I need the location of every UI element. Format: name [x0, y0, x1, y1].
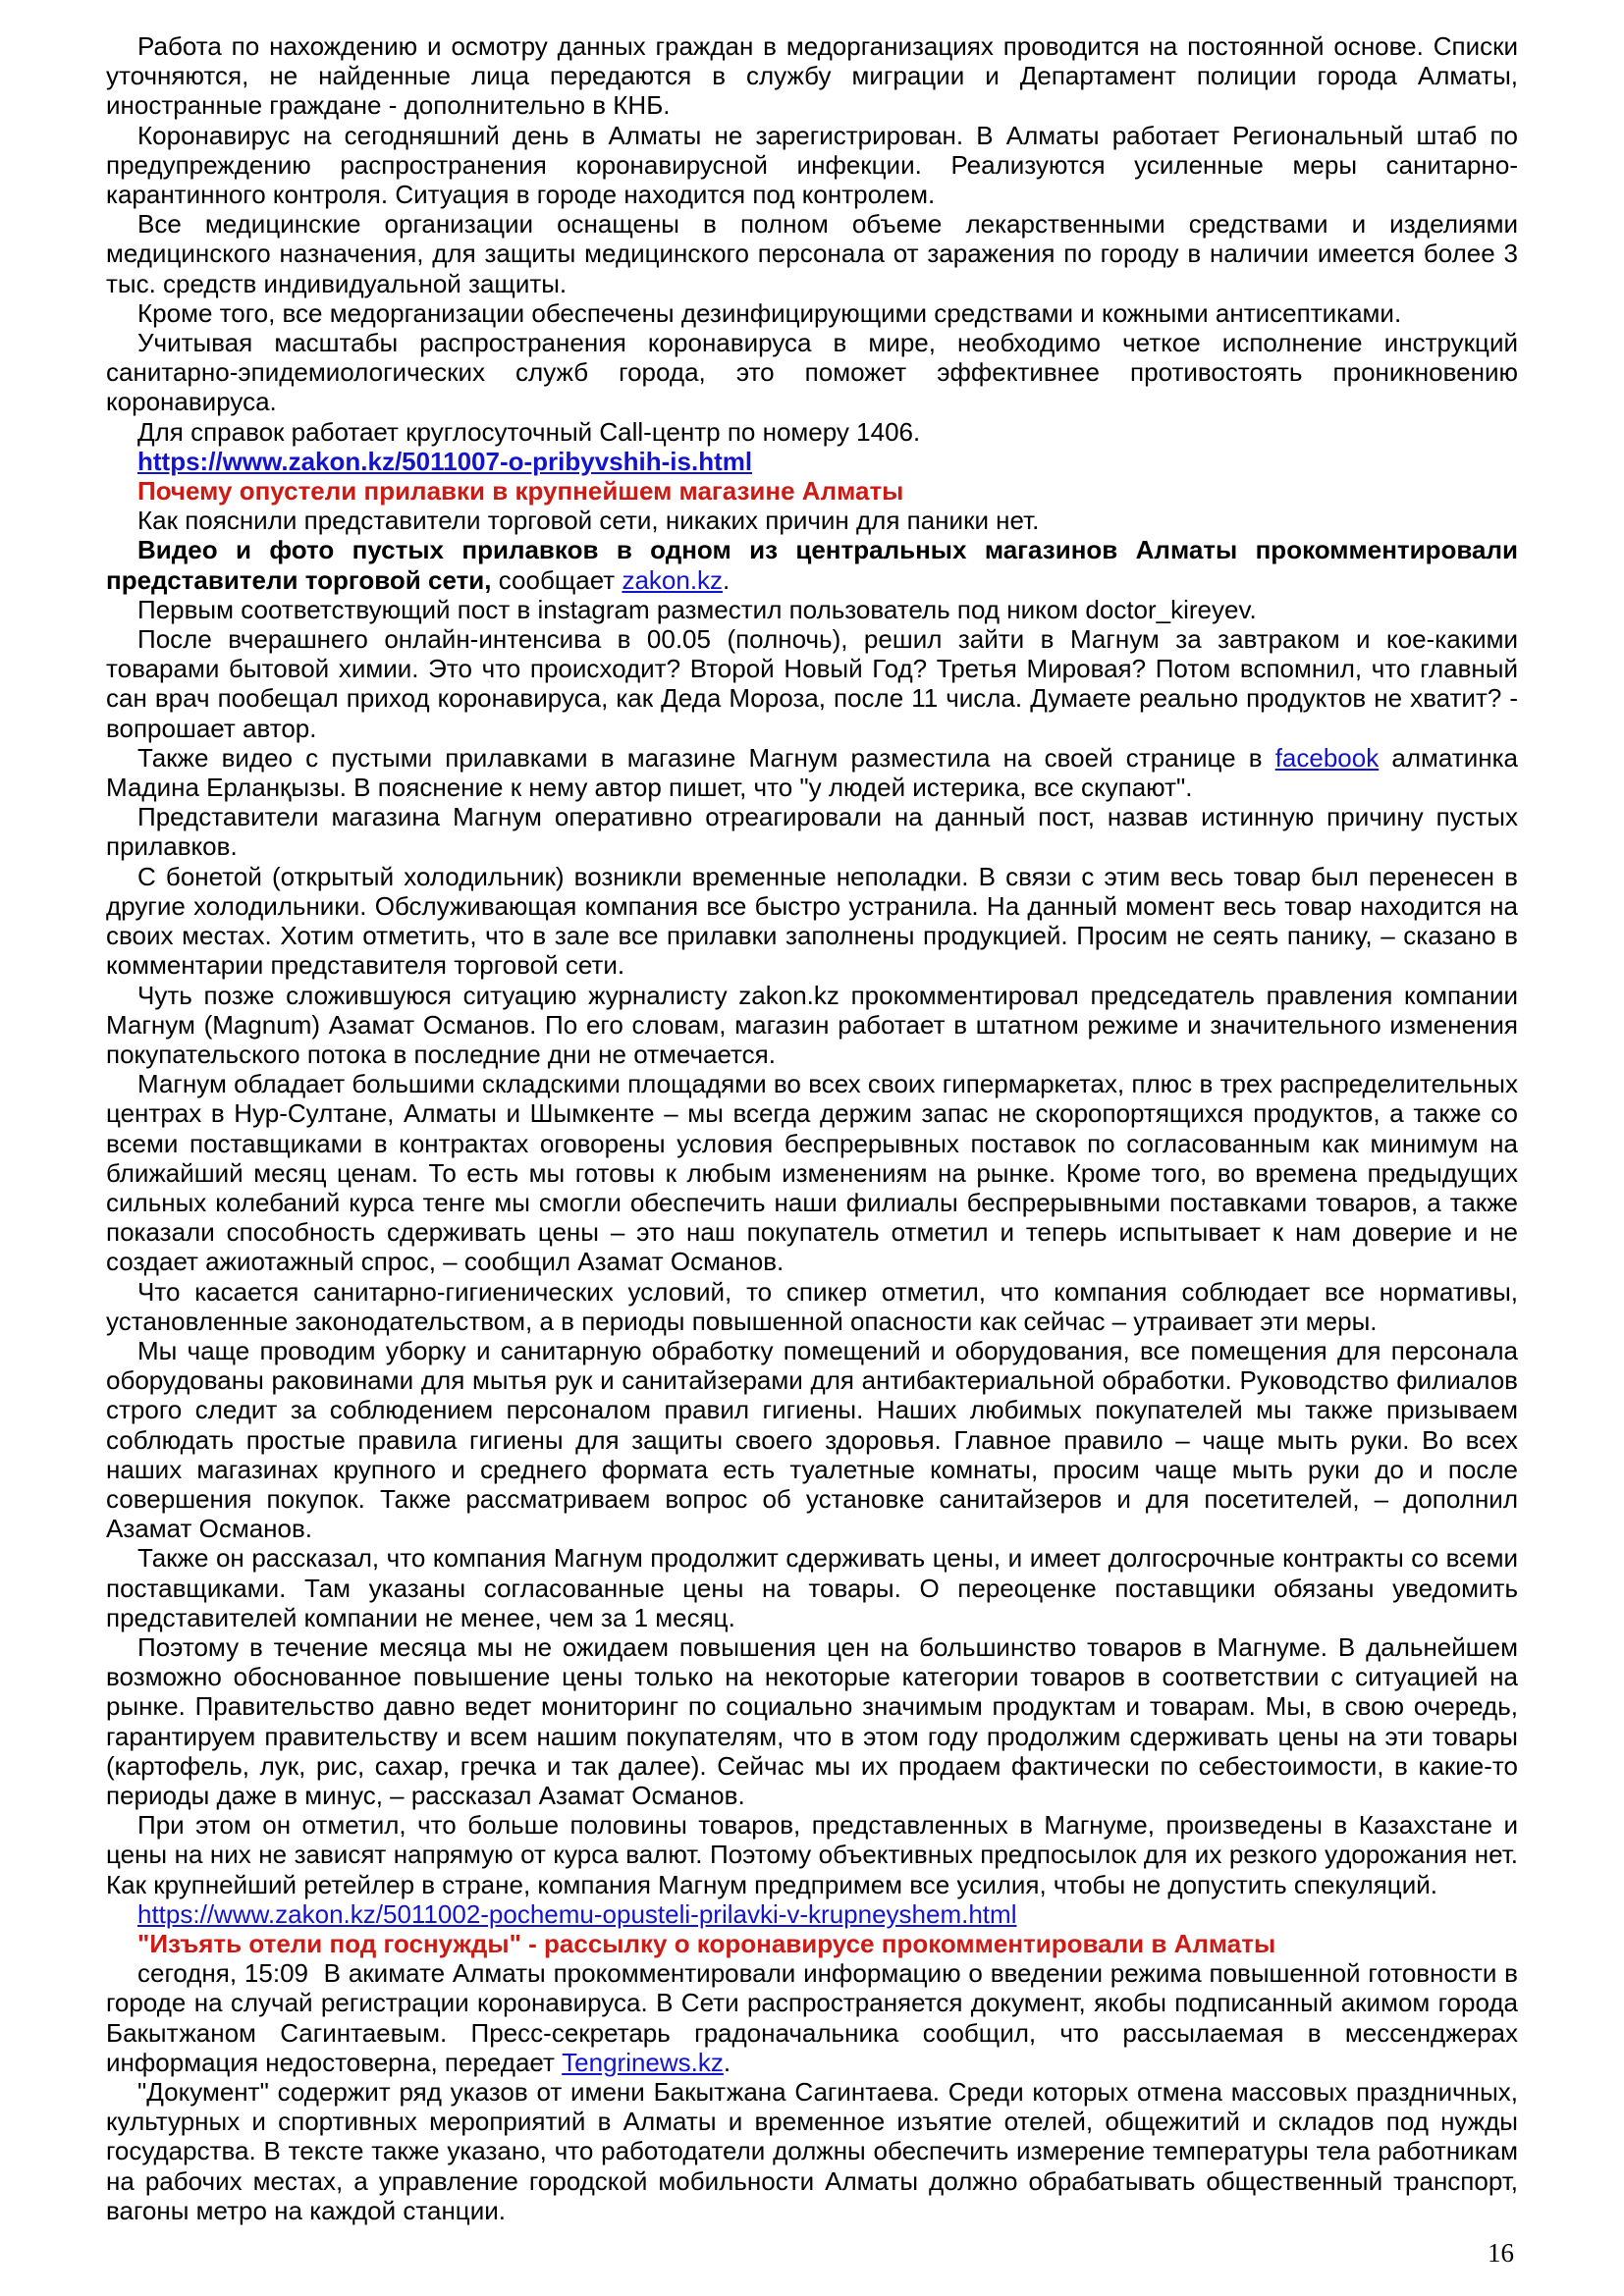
hyperlink[interactable]: https://www.zakon.kz/5011002-pochemu-opusteli-prilavki-v-krupneyshem.html: [137, 1898, 1017, 1929]
bold-text-run: Видео и фото пустых прилавков в одном из центральных магазинов Алматы прокомментировали представители торговой сети,: [106, 535, 1518, 595]
paragraph: [106, 1632, 1518, 1810]
paragraph: [106, 1069, 1518, 1276]
article-url-line: [106, 447, 1518, 476]
paragraph: [106, 298, 1518, 328]
text-run: Что касается санитарно-гигиенических условий, то спикер отметил, что компания соблюдает все нормативы, установленные законодательством, а в периоды повышенной опасности как сейчас – утраивает эти меры.: [106, 1276, 1518, 1336]
text-run: Также он рассказал, что компания Магнум продолжит сдерживать цены, и имеет долгосрочные контракты со всеми поставщиками. Там указаны согласованные цены на товары. О переоценке поставщики обязаны уведомить представителей компании не менее, чем за 1 месяц.: [106, 1543, 1518, 1632]
text-run: Для справок работает круглосуточный Call-центр по номеру 1406.: [137, 416, 921, 447]
text-run: Работа по нахождению и осмотру данных граждан в медорганизациях проводится на постоянной основе. Списки уточняются, не найденные лица передаются в службу миграции и Департамент полиции города Алматы, иностранные граждане - дополнительно в КНБ.: [106, 31, 1518, 121]
text-run: Чуть позже сложившуюся ситуацию журналисту zakon.kz прокомментировал председатель правления компании Магнум (Magnum) Азамат Османов. По его словам, магазин работает в штатном режиме и значительного изменения покупательского потока в последние дни не отмечается.: [106, 980, 1518, 1069]
text-run: Магнум обладает большими складскими площадями во всех своих гипермаркетах, плюс в трех распределительных центрах в Нур-Султане, Алматы и Шымкенте – мы всегда держим запас не скоропортящихся продуктов, а также со всеми поставщиками в контрактах оговорены условия беспрерывных поставок по согласованным как минимум на ближайший месяц ценам. То есть мы готовы к любым изменениям на рынке. Кроме того, во времена предыдущих сильных колебаний курса тенге мы смогли обеспечить наши филиалы беспрерывными поставками товаров, а также показали способность сдерживать цены – это наш покупатель отметил и теперь испытывает к нам доверие и не создает ажиотажный спрос, – сообщил Азамат Османов.: [106, 1069, 1518, 1277]
text-run: сегодня, 15:09 В акимате Алматы прокомментировали информацию о введении режима повышенной готовности в городе на случай регистрации коронавируса. В Сети распространяется документ, якобы подписанный акимом города Бакытжаном Сагинтаевым. Пресс-секретарь градоначальника сообщил, что рассылаемая в мессенджерах информация недостоверна, передает: [106, 1958, 1518, 2077]
text-run: "Документ" содержит ряд указов от имени Бакытжана Сагинтаева. Среди которых отмена массовых праздничных, культурных и спортивных мероприятий в Алматы и временное изъятие отелей, общежитий и складов под нужды государства. В тексте также указано, что работодатели должны обеспечить измерение температуры тела работникам на рабочих местах, а управление городской мобильности Алматы должно обрабатывать общественный транспорт, вагоны метро на каждой станции.: [106, 2077, 1518, 2225]
hyperlink[interactable]: https://www.zakon.kz/5011007-o-pribyvshih-is.html: [137, 446, 753, 476]
paragraph: [106, 862, 1518, 981]
text-run: Первым соответствующий пост в instagram разместил пользователь под ником doctor_kireyev.: [137, 594, 1257, 624]
paragraph: [106, 417, 1518, 447]
paragraph: [106, 624, 1518, 743]
paragraph: [106, 1336, 1518, 1543]
text-run: Все медицинские организации оснащены в полном объеме лекарственными средствами и изделиями медицинского назначения, для защиты медицинского персонала от заражения по городу в наличии имеется более 3 тыс. средств индивидуальной защиты.: [106, 209, 1518, 298]
text-run: "Изъять отели под госнужды" - рассылку о коронавирусе прокомментировали в Алматы: [137, 1929, 1276, 1958]
text-run: Также видео с пустыми прилавками в магазине Магнум разместила на своей странице в: [137, 742, 1275, 773]
paragraph: [106, 981, 1518, 1070]
article-heading: [106, 1929, 1518, 1958]
page-number: 16: [1488, 2238, 1514, 2268]
paragraph: [106, 2077, 1518, 2225]
article-heading: [106, 476, 1518, 506]
paragraph: [106, 1543, 1518, 1632]
text-run: При этом он отметил, что больше половины товаров, представленных в Магнуме, произведены в Казахстане и цены на них не зависят напрямую от курса валют. Поэтому объективных предпосылок для их резкого удорожания нет. Как крупнейший ретейлер в стране, компания Магнум предпримем все усилия, чтобы не допустить спекуляций.: [106, 1810, 1518, 1899]
text-run: Поэтому в течение месяца мы не ожидаем повышения цен на большинство товаров в Магнуме. В дальнейшем возможно обоснованное повышение цены только на некоторые категории товаров в соответствии с ситуацией на рынке. Правительство давно ведет мониторинг по социально значимым продуктам и товарам. Мы, в свою очередь, гарантируем правительству и всем нашим покупателям, что в этом году продолжим сдерживать цены на эти товары (картофель, лук, рис, сахар, гречка и так далее). Сейчас мы их продаем фактически по себестоимости, в какие-то периоды даже в минус, – рассказал Азамат Османов.: [106, 1631, 1518, 1810]
paragraph: [106, 121, 1518, 210]
paragraph: [106, 1277, 1518, 1336]
text-run: Как пояснили представители торговой сети, никаких причин для паники нет.: [137, 506, 1040, 536]
article-url-line: [106, 1899, 1518, 1929]
paragraph: [106, 209, 1518, 298]
paragraph: [106, 595, 1518, 624]
paragraph: [106, 802, 1518, 861]
text-run: Учитывая масштабы распространения коронавируса в мире, необходимо четкое исполнение инструкций санитарно-эпидемиологических служб города, это поможет эффективнее противостоять проникновению коронавируса.: [106, 328, 1518, 417]
text-run: Коронавирус на сегодняшний день в Алматы не зарегистрирован. В Алматы работает Региональный штаб по предупреждению распространения коронавирусной инфекции. Реализуются усиленные меры санитарно-карантинного контроля. Ситуация в городе находится под контролем.: [106, 120, 1518, 210]
paragraph: [106, 1958, 1518, 2077]
hyperlink[interactable]: facebook: [1274, 742, 1380, 773]
text-run: сообщает: [498, 564, 623, 595]
text-run: Мы чаще проводим уборку и санитарную обработку помещений и оборудования, все помещения для персонала оборудованы раковинами для мытья рук и санитайзерами для антибактериальной обработки. Руководство филиалов строго следит за соблюдением персоналом правил гигиены. Наших любимых покупателей мы также призываем соблюдать простые правила гигиены для защиты своего здоровья. Главное правило – чаще мыть руки. Во всех наших магазинах крупного и среднего формата есть туалетные комнаты, просим чаще мыть руки до и после совершения покупок. Также рассматриваем вопрос об установке санитайзеров и для посетителей, – дополнил Азамат Османов.: [106, 1335, 1518, 1544]
text-run: Почему опустели прилавки в крупнейшем магазине Алматы: [137, 476, 904, 507]
document-body: [106, 31, 1518, 2225]
paragraph: [106, 31, 1518, 121]
hyperlink[interactable]: Tengrinews.kz: [562, 2047, 724, 2077]
text-run: Кроме того, все медорганизации обеспечены дезинфицирующими средствами и кожными антисептиками.: [137, 297, 1402, 328]
text-run: .: [723, 564, 731, 595]
paragraph: [106, 743, 1518, 802]
paragraph: [106, 328, 1518, 417]
text-run: С бонетой (открытый холодильник) возникли временные неполадки. В связи с этим весь товар был перенесен в другие холодильники. Обслуживающая компания все быстро устранила. На данный момент весь товар находится на своих местах. Хотим отметить, что в зале все прилавки заполнены продукцией. Просим не сеять панику, – сказано в комментарии представителя торговой сети.: [106, 861, 1518, 981]
text-run: .: [723, 2047, 731, 2077]
paragraph: [106, 506, 1518, 535]
paragraph: [106, 1810, 1518, 1899]
text-run: Представители магазина Магнум оперативно отреагировали на данный пост, назвав истинную причину пустых прилавков.: [106, 802, 1518, 862]
hyperlink[interactable]: zakon.kz: [622, 564, 724, 595]
text-run: алматинка Мадина Ерланқызы. В пояснение к нему автор пишет, что "у людей истерика, все скупают".: [106, 742, 1518, 803]
text-run: После вчерашнего онлайн-интенсива в 00.05 (полночь), решил зайти в Магнум за завтраком и кое-какими товарами бытовой химии. Это что происходит? Второй Новый Год? Третья Мировая? Потом вспомнил, что главный сан врач пообещал приход коронавируса, как Деда Мороза, после 11 числа. Думаете реально продуктов не хватит? - вопрошает автор.: [106, 624, 1518, 743]
paragraph: [106, 535, 1518, 594]
